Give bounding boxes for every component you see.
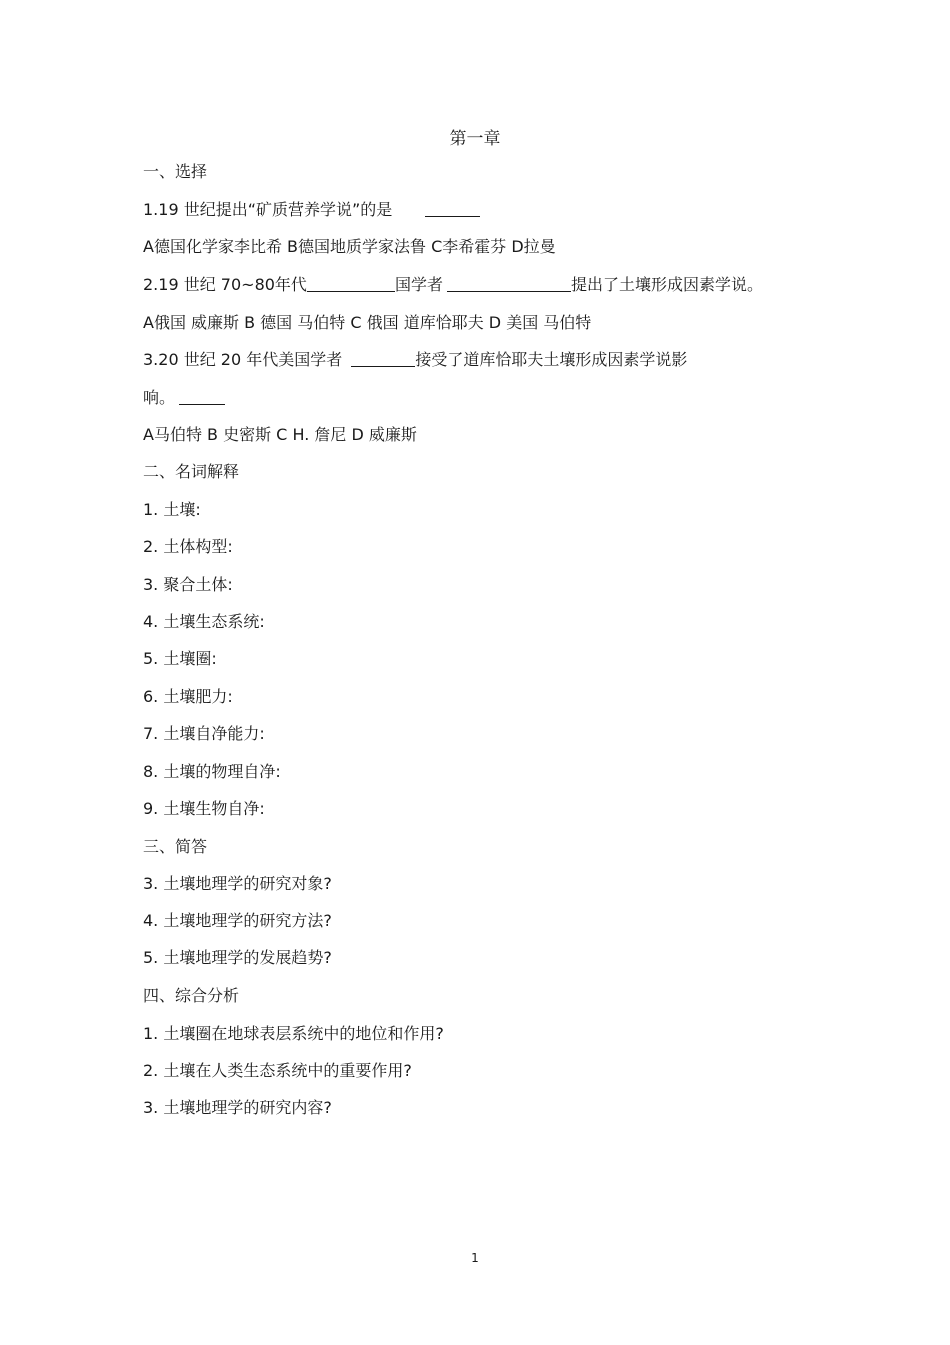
list-item: 8. 土壤的物理自净: bbox=[143, 762, 281, 781]
list-item: 2. 土壤在人类生态系统中的重要作用? bbox=[143, 1061, 412, 1080]
question-1-text: 1.19 世纪提出“矿质营养学说”的是 bbox=[143, 200, 393, 219]
question-1-options: A德国化学家李比希 B德国地质学家法鲁 C李希霍芬 D拉曼 bbox=[143, 237, 556, 256]
question-2-part3: 提出了土壤形成因素学说。 bbox=[570, 275, 763, 294]
list-item: 9. 土壤生物自净: bbox=[143, 799, 265, 818]
question-1 bbox=[143, 199, 480, 221]
question-3 bbox=[143, 349, 687, 371]
question-2-part1: 2.19 世纪 70~80年代 bbox=[143, 275, 307, 294]
list-item: 4. 土壤地理学的研究方法? bbox=[143, 911, 332, 930]
section2-heading: 二、名词解释 bbox=[143, 462, 240, 481]
list-item: 5. 土壤地理学的发展趋势? bbox=[143, 948, 332, 967]
list-item: 6. 土壤肥力: bbox=[143, 687, 233, 706]
question-3-part2: 接受了道库恰耶夫土壤形成因素学说影 bbox=[415, 350, 688, 369]
answer-blank bbox=[425, 200, 480, 217]
question-3-options: A马伯特 B 史密斯 C H. 詹尼 D 威廉斯 bbox=[143, 425, 417, 444]
list-item: 3. 土壤地理学的研究对象? bbox=[143, 874, 332, 893]
list-item: 1. 土壤: bbox=[143, 500, 201, 519]
list-item: 4. 土壤生态系统: bbox=[143, 612, 265, 631]
answer-blank bbox=[351, 350, 415, 367]
question-2 bbox=[143, 274, 763, 296]
section3-heading: 三、简答 bbox=[143, 837, 208, 856]
chapter-title: 第一章 bbox=[449, 129, 501, 149]
list-item: 7. 土壤自净能力: bbox=[143, 724, 265, 743]
answer-blank bbox=[307, 275, 395, 292]
list-item: 3. 土壤地理学的研究内容? bbox=[143, 1098, 332, 1117]
section1-heading: 一、选择 bbox=[143, 162, 208, 181]
list-item: 3. 聚合土体: bbox=[143, 575, 233, 594]
question-3-continued bbox=[143, 387, 225, 409]
list-item: 1. 土壤圈在地球表层系统中的地位和作用? bbox=[143, 1024, 444, 1043]
answer-blank bbox=[447, 275, 571, 292]
answer-blank bbox=[179, 388, 225, 405]
question-3-part1: 3.20 世纪 20 年代美国学者 bbox=[143, 350, 348, 369]
page-number: 1 bbox=[471, 1251, 479, 1265]
question-2-options: A俄国 威廉斯 B 德国 马伯特 C 俄国 道库恰耶夫 D 美国 马伯特 bbox=[143, 313, 592, 332]
question-3-cont: 响。 bbox=[143, 388, 176, 407]
section4-heading: 四、综合分析 bbox=[143, 986, 240, 1005]
list-item: 2. 土体构型: bbox=[143, 537, 233, 556]
question-2-part2: 国学者 bbox=[394, 275, 443, 294]
list-item: 5. 土壤圈: bbox=[143, 649, 217, 668]
